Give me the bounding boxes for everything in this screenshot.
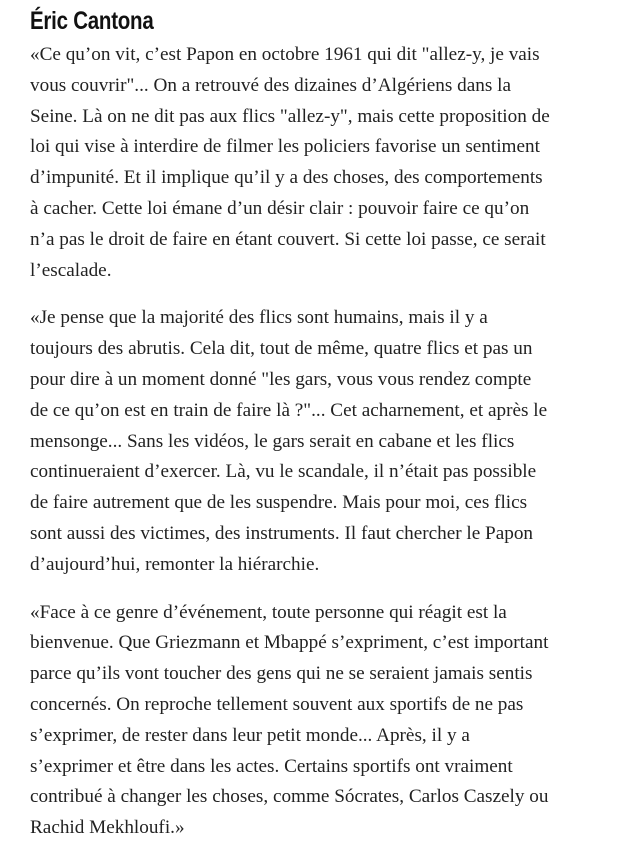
quote-line: toujours des abrutis. Cela dit, tout de même, quatre flics et pas un [30,338,533,360]
quote-line: continueraient d’exercer. Là, vu le scandale, il n’était pas possible [30,461,537,483]
quote-line: bienvenue. Que Griezmann et Mbappé s’expriment, c’est important [30,632,549,654]
quote-line: «Je pense que la majorité des flics sont humains, mais il y a [30,307,488,329]
quote-line: mensonge... Sans les vidéos, le gars serait en cabane et les flics [30,430,515,452]
quote-paragraph-2 [30,303,630,580]
quote-line: n’a pas le droit de faire en étant couvert. Si cette loi passe, ce serait [30,228,546,250]
quote-line: concernés. On reproche tellement souvent aux sportifs de ne pas [30,693,524,715]
quote-line: sont aussi des victimes, des instruments. Il faut chercher le Papon [30,522,534,544]
quote-line: s’exprimer, de rester dans leur petit monde... Après, il y a [30,724,470,746]
quote-line: de ce qu’on est en train de faire là ?"... Cet acharnement, et après le [30,399,548,421]
quote-paragraph-3 [30,598,630,844]
quote-line: d’impunité. Et il implique qu’il y a des choses, des comportements [30,167,543,189]
quote-line: vous couvrir"... On a retrouvé des dizaines d’Algériens dans la [30,74,511,96]
quote-line: «Ce qu’on vit, c’est Papon en octobre 1961 qui dit "allez-y, je vais [30,44,540,65]
quote-line: à cacher. Cette loi émane d’un désir clair : pouvoir faire ce qu’on [30,197,530,219]
quote-line: d’aujourd’hui, remonter la hiérarchie. [30,553,320,575]
quote-paragraph-1 [30,40,630,286]
quote-line: loi qui vise à interdire de filmer les policiers favorise un sentiment [30,136,540,158]
quote-line: de faire autrement que de les suspendre. Mais pour moi, ces flics [30,492,528,514]
quote-line: parce qu’ils vont toucher des gens qui ne se seraient jamais sentis [30,663,533,685]
quote-line: l’escalade. [30,259,112,281]
quote-line: s’exprimer et être dans les actes. Certains sportifs ont vraiment [30,755,513,777]
quote-line: pour dire à un moment donné "les gars, vous vous rendez compte [30,368,532,390]
article [30,0,630,844]
article-heading: Éric Cantona [30,7,154,35]
quote-line: contribué à changer les choses, comme Sócrates, Carlos Caszely ou [30,786,549,808]
quote-line: Rachid Mekhloufi.» [30,817,185,839]
quote-line: «Face à ce genre d’événement, toute personne qui réagit est la [30,601,507,623]
quote-line: Seine. Là on ne dit pas aux flics "allez-y", mais cette proposition de [30,105,550,127]
